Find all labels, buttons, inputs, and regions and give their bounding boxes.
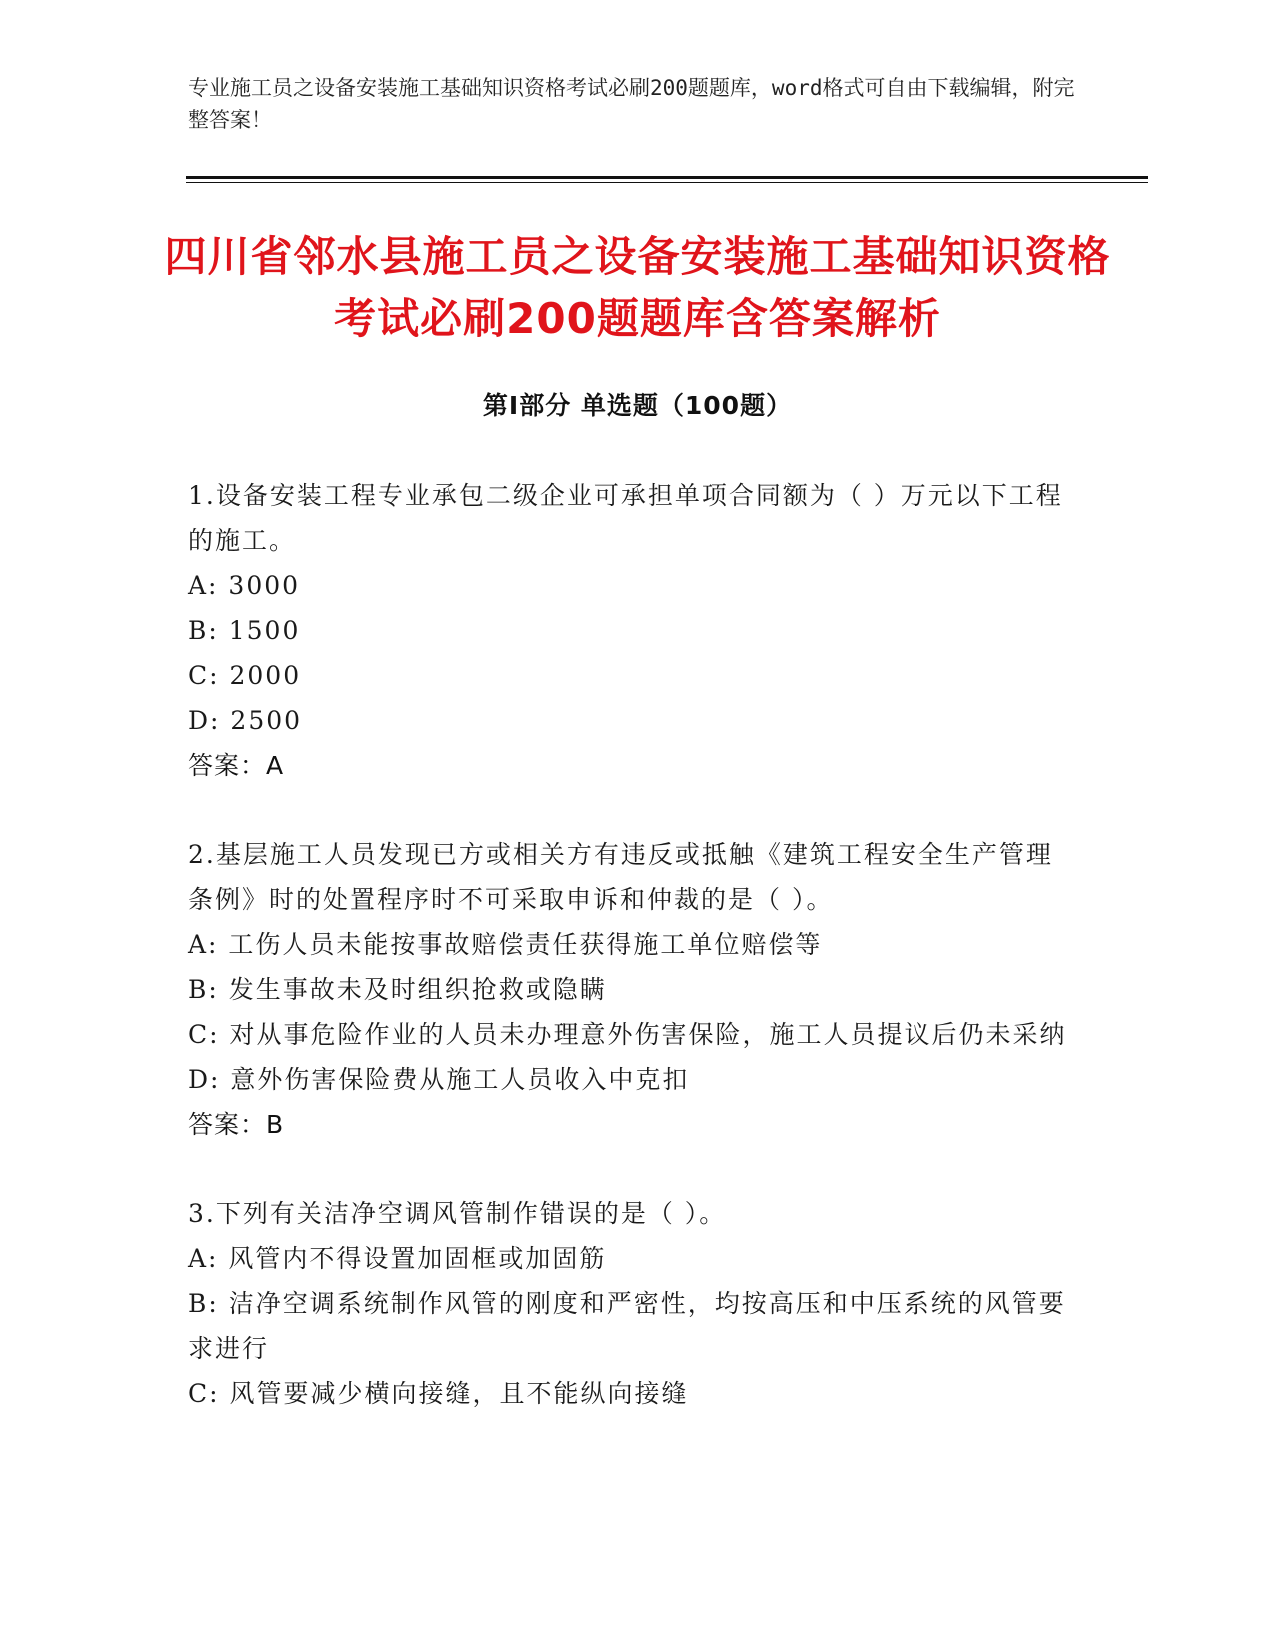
question-1 xyxy=(188,473,1068,788)
document-title: 四川省邻水县施工员之设备安装施工基础知识资格考试必刷200题题库含答案解析 xyxy=(164,232,1111,343)
option-c: C: 2000 xyxy=(188,661,302,690)
option-a: A: 风管内不得设置加固框或加固筋 xyxy=(188,1244,607,1273)
header-rule-thin xyxy=(186,182,1148,183)
question-stem: 1.设备安装工程专业承包二级企业可承担单项合同额为（ ）万元以下工程的施工。 xyxy=(188,481,1063,555)
option-b: B: 洁净空调系统制作风管的刚度和严密性，均按高压和中压系统的风管要求进行 xyxy=(188,1289,1066,1363)
option-c: C: 风管要减少横向接缝，且不能纵向接缝 xyxy=(188,1379,689,1408)
question-stem: 2.基层施工人员发现已方或相关方有违反或抵触《建筑工程安全生产管理条例》时的处置程序时不可采取申诉和仲裁的是（ ）。 xyxy=(188,840,1053,914)
question-2 xyxy=(188,832,1068,1147)
section-heading: 第Ⅰ部分 单选题（100题） xyxy=(482,391,793,420)
answer-line: 答案：B xyxy=(188,1110,285,1139)
header-note: 专业施工员之设备安装施工基础知识资格考试必刷200题题库，word格式可自由下载编辑，附完整答案！ xyxy=(188,76,1075,132)
option-a: A: 工伤人员未能按事故赔偿责任获得施工单位赔偿等 xyxy=(188,930,823,959)
answer-line: 答案：A xyxy=(188,751,285,780)
option-b: B: 1500 xyxy=(188,616,301,645)
option-d: D: 意外伤害保险费从施工人员收入中克扣 xyxy=(188,1065,690,1094)
option-b: B: 发生事故未及时组织抢救或隐瞒 xyxy=(188,975,607,1004)
question-3 xyxy=(188,1191,1068,1416)
option-a: A: 3000 xyxy=(188,571,301,600)
header-rule-thick xyxy=(186,176,1148,179)
question-stem: 3.下列有关洁净空调风管制作错误的是（ ）。 xyxy=(188,1199,727,1228)
question-list xyxy=(188,473,1068,1460)
option-d: D: 2500 xyxy=(188,706,303,735)
option-c: C: 对从事危险作业的人员未办理意外伤害保险，施工人员提议后仍未采纳 xyxy=(188,1020,1067,1049)
